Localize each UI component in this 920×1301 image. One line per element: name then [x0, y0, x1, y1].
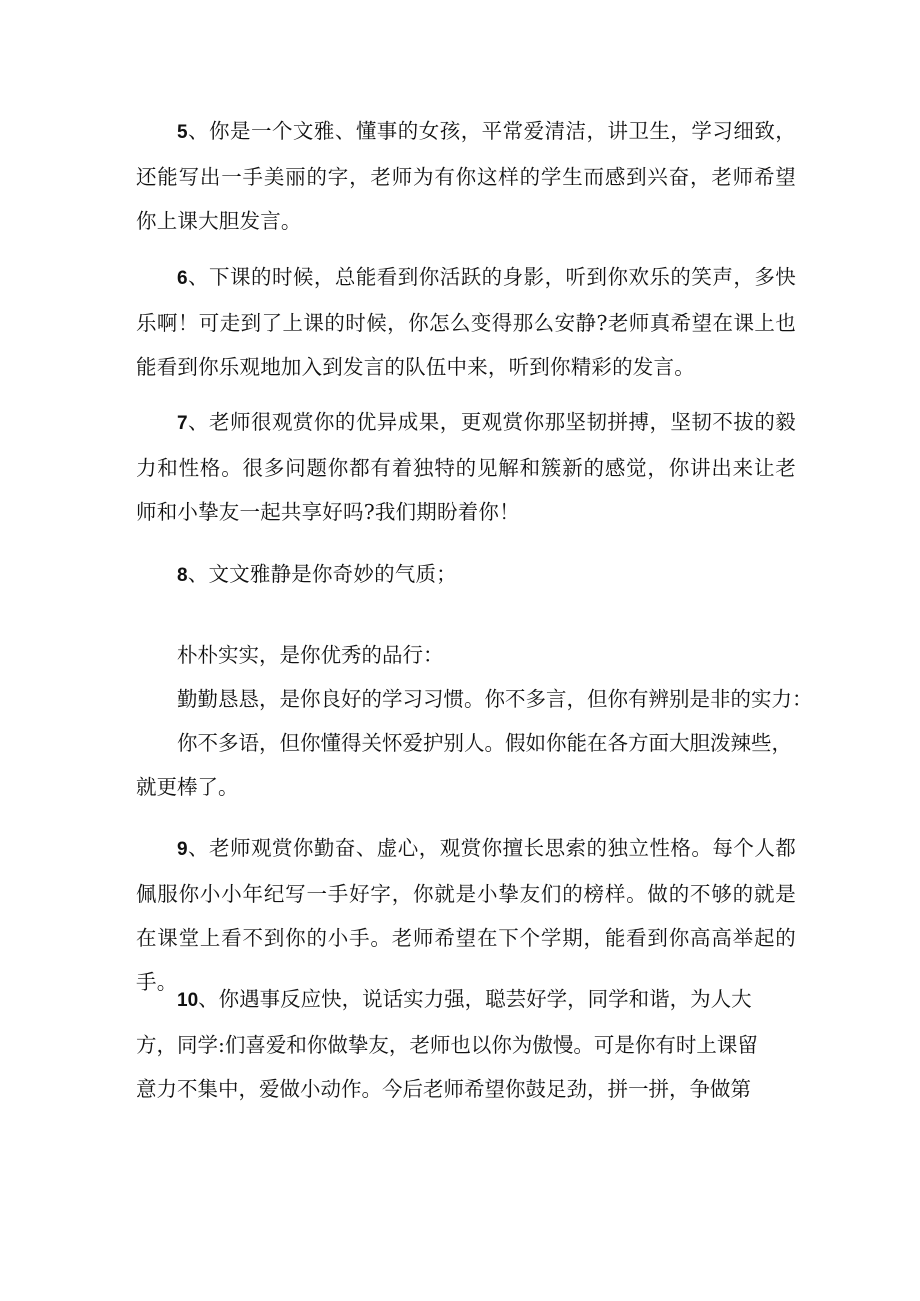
paragraph-number: 5 [177, 122, 188, 143]
paragraph-text: 、老师很观赏你的优异成果，更观赏你那坚韧拼搏，坚韧不拔的毅力和性格。很多问题你都有着独特的见解和簇新的感觉，你讲出来让老师和小挚友一起共享好吗?我们期盼着你！ [136, 410, 796, 524]
paragraph-text: 、文文雅静是你奇妙的气质； [187, 562, 457, 586]
text-line: 朴朴实实，是你优秀的品行： [177, 643, 444, 667]
paragraph-number: 9 [177, 839, 188, 860]
text-line [136, 977, 816, 1023]
paragraph-number: 7 [177, 413, 188, 434]
paragraph-7 [136, 400, 796, 534]
text-line: 方，同学:们喜爱和你做挚友，老师也以你为傲慢。可是你有时上课留 [136, 1033, 758, 1057]
paragraph-8 [136, 552, 796, 598]
text-line: 勤勤恳恳，是你良好的学习习惯。你不多言，但你有辨别是非的实力： [177, 687, 813, 711]
paragraph-number: 10 [177, 990, 199, 1011]
text-line: 就更棒了。 [136, 775, 239, 799]
paragraph-text: 、你是一个文雅、懂事的女孩，平常爱清洁，讲卫生，学习细致，还能写出一手美丽的字，老师为有你这样的学生而感到兴奋，老师希望你上课大胆发言。 [136, 119, 796, 233]
paragraph-10 [136, 977, 816, 1111]
paragraph-5 [136, 109, 796, 243]
paragraph-text: 、下课的时候，总能看到你活跃的身影，听到你欢乐的笑声，多快乐啊！可走到了上课的时候，你怎么变得那么安静?老师真希望在课上也能看到你乐观地加入到发言的队伍中来，听到你精彩的发言。 [136, 265, 796, 379]
paragraph-number: 6 [177, 268, 188, 289]
paragraph-number: 8 [177, 565, 188, 586]
text-line: 你不多语，但你懂得关怀爱护别人。假如你能在各方面大胆泼辣些， [177, 731, 792, 755]
paragraph-8-continuation [136, 633, 816, 809]
paragraph-6 [136, 255, 796, 389]
line-text: 、你遇事反应快，说话实力强，聪芸好学，同学和谐，为人大 [198, 987, 752, 1011]
text-line: 意力不集中，爱做小动作。今后老师希望你鼓足劲，拼一拼，争做第 [136, 1077, 751, 1101]
paragraph-text: 、老师观赏你勤奋、虚心，观赏你擅长思索的独立性格。每个人都佩服你小小年纪写一手好字，你就是小挚友们的榜样。做的不够的就是在课堂上看不到你的小手。老师希望在下个学期，能看到你高高举起的手。 [136, 836, 796, 994]
